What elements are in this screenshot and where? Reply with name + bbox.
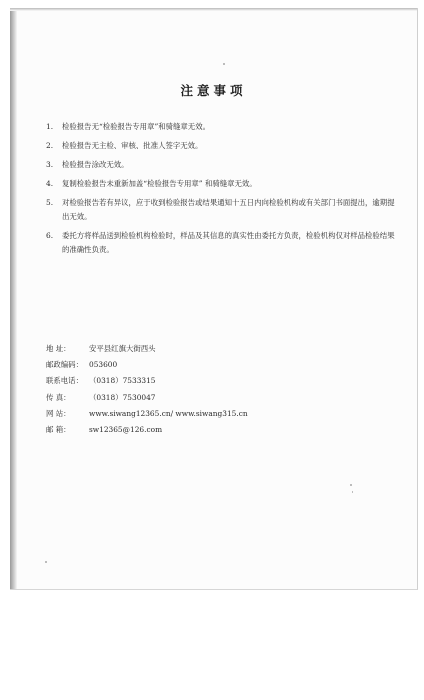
note-item	[46, 158, 396, 172]
phone-label: 联系电话：	[46, 376, 83, 386]
fax-value: （0318）7530047	[89, 392, 156, 402]
contact-block	[46, 342, 386, 439]
postcode-value: 053600	[89, 360, 118, 370]
note-item	[46, 120, 396, 134]
note-item	[46, 196, 396, 224]
note-item	[46, 139, 396, 153]
note-text: 对检验报告若有异议，应于收到检验报告或结果通知十五日内向检验机构或有关部门书面提出，逾期提出无效。	[62, 198, 395, 221]
scan-speck	[223, 63, 225, 65]
note-number: 1.	[46, 122, 54, 131]
contact-postcode	[46, 358, 386, 371]
contact-phone	[46, 374, 386, 387]
phone-value: （0318）7533315	[89, 376, 156, 386]
scan-speck	[352, 491, 353, 493]
note-text: 检验报告无主检、审核、批准人签字无效。	[62, 141, 203, 150]
note-number: 4.	[46, 179, 54, 188]
note-number: 2.	[46, 141, 54, 150]
contact-email	[46, 423, 386, 436]
fax-label: 传 真：	[46, 392, 71, 402]
address-value: 安平县红旗大街西头	[89, 344, 156, 353]
note-item	[46, 177, 396, 191]
contact-website	[46, 407, 386, 420]
contact-address	[46, 342, 386, 355]
notes-list	[46, 120, 396, 262]
note-item	[46, 229, 396, 257]
note-text: 检验报告涂改无效。	[62, 160, 129, 169]
email-value: sw12365@126.com	[89, 424, 163, 434]
email-label: 邮 箱：	[46, 424, 71, 434]
note-text: 复制检验报告未重新加盖“检验报告专用章” 和骑缝章无效。	[62, 179, 257, 188]
scan-shadow-top	[10, 8, 417, 11]
note-number: 6.	[46, 231, 54, 240]
address-label: 地 址：	[46, 344, 71, 353]
note-text: 检验报告无“检验报告专用章”和骑缝章无效。	[62, 122, 210, 131]
note-number: 3.	[46, 160, 54, 169]
postcode-label: 邮政编码：	[46, 360, 83, 370]
scan-speck	[45, 561, 47, 563]
note-number: 5.	[46, 198, 54, 207]
page-title: 注意事项	[180, 83, 247, 98]
website-label: 网 站：	[46, 408, 71, 418]
contact-fax	[46, 391, 386, 404]
website-value: www.siwang12365.cn/ www.siwang315.cn	[89, 408, 248, 418]
scan-speck	[350, 484, 352, 486]
document-page	[10, 8, 418, 590]
note-text: 委托方将样品送到检验机构检验时，样品及其信息的真实性由委托方负责，检验机构仅对样品检验结果的准确性负责。	[62, 231, 395, 254]
